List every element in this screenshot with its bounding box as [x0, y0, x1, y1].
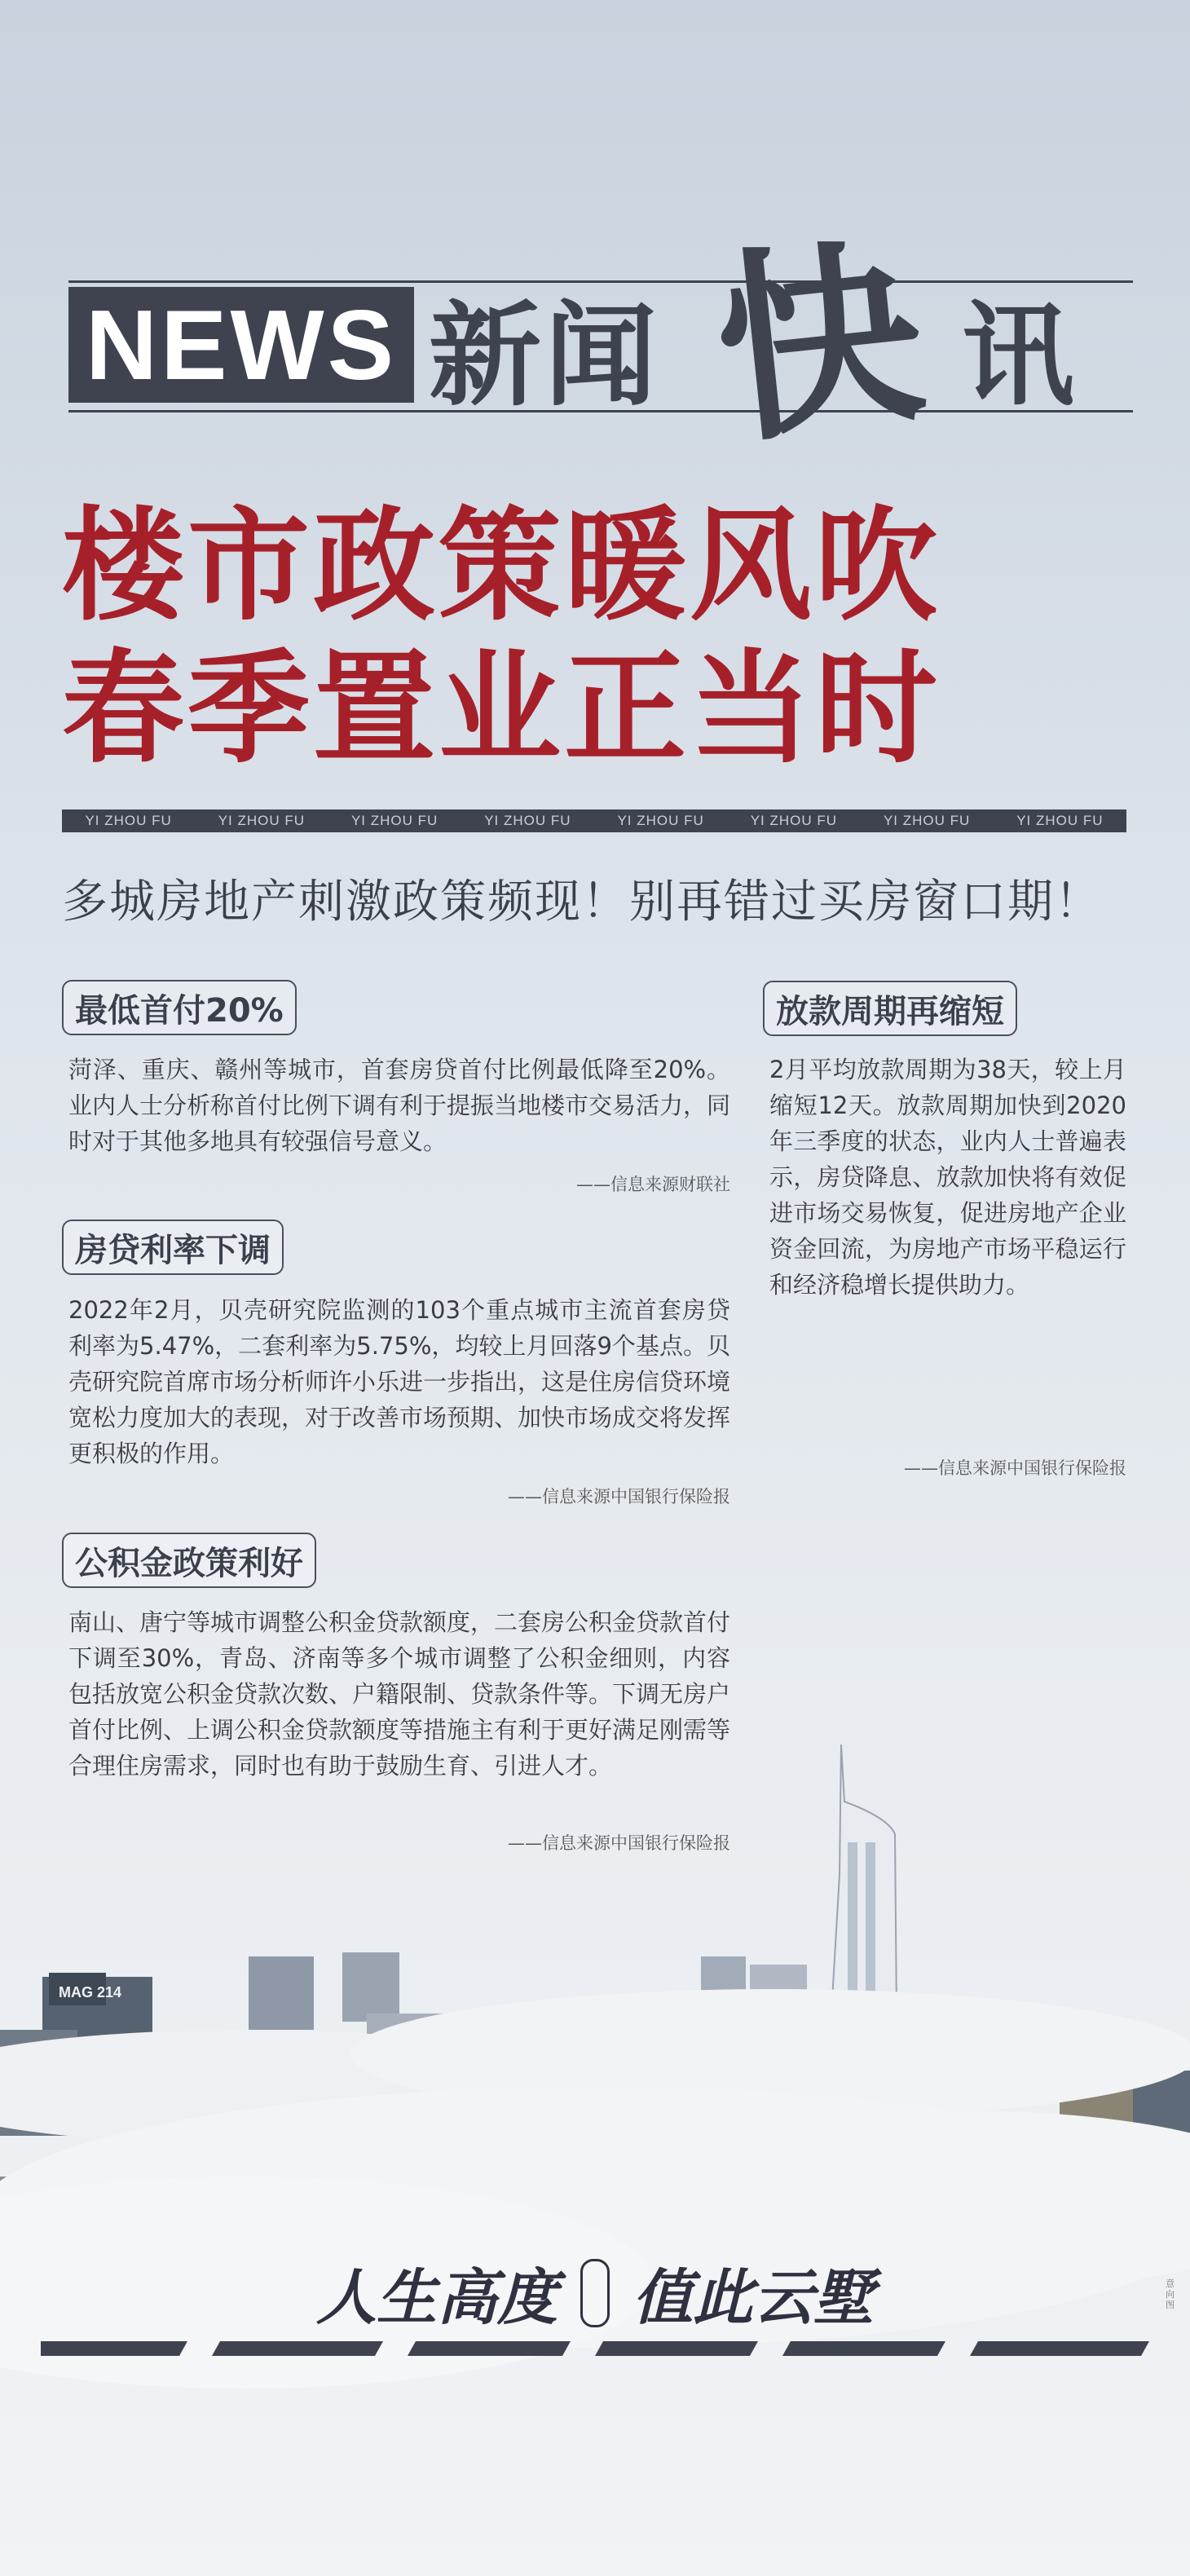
slogan-right: 值此云墅: [632, 2263, 874, 2333]
building-left-3: [342, 1952, 399, 2022]
seal-divider-icon: [580, 2259, 610, 2327]
building-left-2: [249, 1956, 314, 2030]
headline-line1: 楼市政策暖风吹: [62, 496, 941, 637]
news-label: NEWS: [68, 287, 414, 403]
xinwen-title: 新闻: [429, 290, 661, 421]
strip-item: YI ZHOU FU: [750, 813, 838, 828]
section-body-housing-fund: 南山、唐宁等城市调整公积金贷款额度，二套房公积金贷款首付下调至30%，青岛、济南等多个城市调整了公积金细则，内容包括放宽公积金贷款次数、户籍限制、贷款条件等。下调无房户首付比例、上调公积金贷款额度等措施主有利于更好满足刚需等合理住房需求，同时也有助于鼓励生育、引进人才。: [68, 1608, 731, 1780]
strip-item: YI ZHOU FU: [85, 813, 172, 828]
strip-item: YI ZHOU FU: [218, 813, 306, 828]
tower-windows: [866, 1842, 875, 2005]
section-body-interest-rate: 2022年2月，贝壳研究院监测的103个重点城市主流首套房贷利率为5.47%，二套利率为5.75%，均较上月回落9个基点。贝壳研究院首席市场分析师许小乐进一步指出，这是住房信贷环境宽松力度加大的表现，对于改善市场预期、加快市场成交将发挥更积极的作用。: [68, 1296, 731, 1467]
skyline-illustration: [0, 1712, 1190, 2576]
side-note: 意向图: [1166, 2278, 1175, 2310]
city-buildings: [0, 1712, 1190, 2576]
section-source-loan-cycle: ——信息来源中国银行保险报: [904, 1458, 1126, 1478]
section-body-loan-cycle: 2月平均放款周期为38天，较上月缩短12天。放款周期加快到2020年三季度的状态，业内人士普遍表示，房贷降息、放款加快将有效促进市场交易恢复，促进房地产企业资金回流，为房地产市场平稳运行和经济稳增长提供助力。: [769, 1056, 1126, 1299]
kuai-calligraphy: 快: [705, 212, 933, 473]
tower-windows: [848, 1842, 857, 2005]
section-source-interest-rate: ——信息来源中国银行保险报: [508, 1487, 730, 1506]
strip-item: YI ZHOU FU: [484, 813, 571, 828]
strip-item: YI ZHOU FU: [1016, 813, 1104, 828]
section-body-down-payment: 菏泽、重庆、赣州等城市，首套房贷首付比例最低降至20%。业内人士分析称首付比例下调有利于提振当地楼市交易活力，同时对于其他多地具有较强信号意义。: [68, 1056, 731, 1155]
xun-title: 讯: [962, 290, 1075, 421]
section-tag-loan-cycle: 放款周期再缩短: [763, 981, 1017, 1036]
headline-line2: 春季置业正当时: [62, 638, 941, 780]
brand-strip: [62, 809, 1126, 832]
slogan-left: 人生高度: [316, 2263, 558, 2333]
building-sign: MAG 214: [59, 1984, 122, 2000]
section-tag-housing-fund: 公积金政策利好: [62, 1533, 316, 1588]
bottom-stripe: [41, 2341, 1149, 2356]
section-tag-down-payment: 最低首付20%: [62, 980, 297, 1035]
strip-item: YI ZHOU FU: [883, 813, 971, 828]
section-source-down-payment: ——信息来源财联社: [576, 1175, 730, 1194]
section-source-housing-fund: ——信息来源中国银行保险报: [508, 1833, 730, 1853]
strip-item: YI ZHOU FU: [617, 813, 704, 828]
tall-tower: [831, 1745, 897, 2014]
subheadline: 多城房地产刺激政策频现！别再错过买房窗口期！: [62, 876, 1102, 929]
slogan: [0, 2250, 1190, 2336]
strip-item: YI ZHOU FU: [350, 813, 439, 828]
section-tag-interest-rate: 房贷利率下调: [62, 1220, 284, 1275]
